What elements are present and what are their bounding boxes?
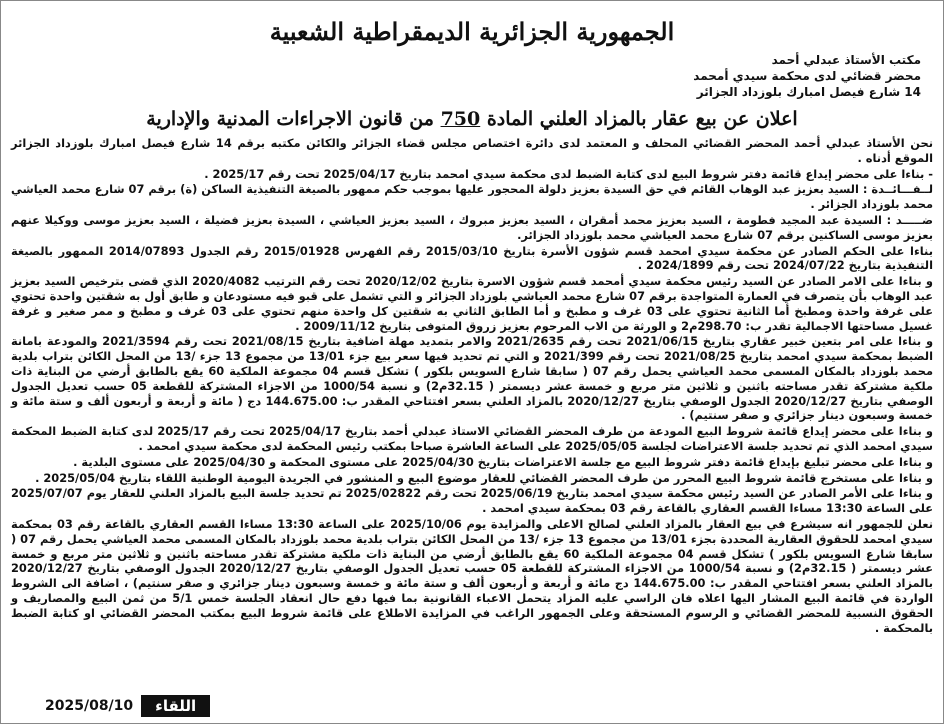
- paragraph-deposit: - بناءا على محضر إيداع قائمة دفتر شروط البيع لدى كتابة الضبط لدى محكمة سيدي امحمد بتاريخ 2025/04/17 تحت رقم 2025/17 .: [204, 166, 933, 181]
- paragraph-judgment: بناءا على الحكم الصادر عن محكمة سيدي امحمد قسم شؤون الأسرة بتاريخ 2015/03/10 رقم الفهرس 2015/01928 رقم الجدول 2014/07893 الممهور بالصيغة التنفيذية بتاريخ 2024/07/22 تحت رقم 2024/1899 .: [11, 243, 933, 273]
- office-name: مكتب الأستاذ عبدلي أحمد: [771, 53, 921, 67]
- notice-body: [1, 136, 943, 635]
- office-court: محضر قضائي لدى محكمة سيدي أمحمد: [693, 69, 921, 83]
- paragraph-sale-session-order: و بناءا على الأمر الصادر عن السيد رئيس محكمة سيدي امحمد بتاريخ 2025/06/19 تحت رقم 2025/02822 تم تحديد جلسة البيع بالمزاد العلني للعقار يوم 2025/07/07 على الساعة 13:30 مساءا القسم العقاري بالقاعة رقم 03 بمحكمة سيدي امحمد .: [11, 486, 934, 516]
- notice-article-number: 750: [440, 108, 481, 130]
- paragraph-notification: و بناءا على محضر تبليغ بإيداع قائمة دفتر شروط البيع مع جلسة الاعتراضات بتاريخ 2025/04/30 على مستوى المحكمة و 2025/04/30 على مستوى البلدية .: [73, 454, 933, 469]
- notice-title-start: اعلان عن بيع عقار بالمزاد العلني المادة: [480, 108, 798, 130]
- paragraph-objections-session: و بناءا على محضر إيداع قائمة شروط البيع المودعة من طرف المحضر القضائي الاستاذ عبدلي أحمد بتاريخ 2025/04/17 تحت رقم 2025/17 لدى كتابة الضبط المحكمة سيدي امحمد الذي تم تحديد جلسة الاعتراضات لجلسة 2025/05/05 على الساعة العاشرة صباحا بمكتب رئيس المحكمة لدى محكمة سيدي امحمد .: [11, 424, 934, 453]
- bailiff-office-block: [1, 52, 943, 100]
- paragraph-publication: و بناءا على مستخرج قائمة شروط البيع المحرر من طرف المحضر القضائي للعقار موضوع البيع و المنشور في الجريدة اليومية الوطنية اللقاء بتاريخ 2025/05/04 .: [35, 470, 933, 485]
- republic-title: الجمهورية الجزائرية الديمقراطية الشعبية: [269, 17, 675, 46]
- notice-title: [1, 108, 943, 130]
- publication-footer: [37, 695, 210, 717]
- paragraph-against: ضـــــد : السيدة عبد المجيد فطومة ، السيد بعزيز محمد أمقران ، السيد بعزيز مبروك ، السيد بعزيز العياشي ، السيدة بعزيز فضيلة ، السيد بعزيز موسى ووكيلا عنهم بعزيز موسى الساكنين برقم 07 شارع محمد العياشي محمد بلوزداد الجزائر.: [11, 212, 933, 242]
- paragraph-authorization-order: و بناءا على الامر الصادر عن السيد رئيس محكمة سيدي أمحمد قسم شؤون الاسرة بتاريخ 2020/12/02 تحت رقم الترتيب 2020/4082 الذي قضى بترخيص السيد بعزيز عبد الوهاب بأن يتصرف في العمارة المتواجدة برقم 07 شارع محمد العياشي بلوزداد الجزائر و التي تشمل على قبو فيه مستودعان و طابق أول به شقتين واحدة تحتوي على غرفة واحدة ومطبخ أما الثانية تحتوي على 03 غرف و مطبخ و أما الطابق الثاني به شقتين كل واحدة منهم تحتوي على 03 غرف و مطبخ و ممر صغير و غرفة غسيل مساحتها الاجمالية تقدر ب: 298.70م2 و الورثة من الاب المرحوم بعزيز زروق المتوفى بتاريخ 2009/11/12 .: [11, 274, 934, 333]
- newspaper-name: اللقاء: [141, 695, 210, 717]
- paragraph-beneficiary: لــفـــائــدة : السيد بعزيز عبد الوهاب القائم في حق السيدة بعزيز دلولة المحجور عليها بموجب حكم ممهور بالصيغة التنفيذية الساكن (ة) برقم 07 شارع محمد العياشي محمد بلوزداد الجزائر .: [11, 182, 933, 212]
- office-address: 14 شارع فيصل امبارك بلوزداد الجزائر: [696, 85, 921, 99]
- paragraph-intro: نحن الأستاذ عبدلي أحمد المحضر القضائي المحلف و المعتمد لدى دائرة اختصاص مجلس قضاء الجزائر والكائن مكتبه برقم 14 شارع فيصل امبارك بلوزداد الجزائر الموقع أدناه .: [11, 136, 933, 165]
- notice-title-end: من قانون الاجراءات المدنية والإدارية: [146, 108, 441, 130]
- paragraph-expert-order: و بناءا على امر بتعين خبير عقاري بتاريخ 2021/06/15 تحت رقم 2021/2635 والامر بتمديد مهلة اضافية بتاريخ 2021/08/15 تحت رقم 2021/3594 والمودعة بامانة الضبط بمحكمة سيدي امحمد بتاريخ 2021/08/25 تحت رقم 2021/399 و التي تم تحديد فيها سعر بيع جزء 13/01 من مجموع 13 جزء /13 من المحل الكائن بتراب بلدية محمد بلوزداد بالمكان المسمى محمد العياشي يحمل رقم 07 ( سابقا شارع السويس بلكور ) تشكل قسم 04 مجموعة الملكية 60 يقع بالطابق أرضي من البناية ذات ملكية مشتركة تقدر مساحته باثنين و ثلاثين متر مربع و خمسة عشر ديسمتر ( 32.15م2) و نسبة 1000/54 من الاجزاء المشتركة للقطعة 05 حسب تعديل الجدول الوصفي بتاريخ 2020/12/27 الجدول الوصفي بتاريخ 2020/12/27 بالمزاد العلني بسعر افتتاحي المقدر ب: 144.675.00 دج ( مائة و أربعة و أربعون ألف و ستة مائة و خمسة وسبعون دينار جزائري و صفر سنتيم) .: [11, 334, 934, 423]
- publication-date: 2025/08/10: [45, 698, 134, 714]
- paragraph-public-announcement: نعلن للجمهور انه سيشرع في بيع العقار بالمزاد العلني لصالح الاعلى والمزايدة يوم 2025/10/06 على الساعة 13:30 مساءا القسم العقاري بالقاعة رقم 03 بمحكمة سيدي امحمد للحقوق العقارية المحددة بجزء 13/01 من مجموع 13 جزء /13 من المحل الكائن بتراب بلدية محمد بلوزداد بالمكان المسمى محمد العياشي يحمل رقم 07 ( سابقا شارع السويس بلكور ) تشكل قسم 04 مجموعة الملكية 60 يقع بالطابق أرضي من البناية ذات ملكية مشتركة تقدر مساحته باثنين و ثلاثين متر مربع و خمسة عشر ديسمتر ( 32.15م2) و نسبة 1000/54 من الاجزاء المشتركة للقطعة 05 حسب تعديل الجدول الوصفي بتاريخ 2020/12/27 الجدول الوصفي بتاريخ 2020/12/27 بالمزاد العلني بسعر افتتاحي المقدر ب: 144.675.00 دج مائة و أربعة و أربعون ألف و ستة مائة و خمسة وسبعون دينار جزائري و صفر سنتيم) ، اضافة الى الشروط الواردة في قائمة البيع المشار اليها اعلاه فان الراسي عليه المزاد يتحمل الاعباء القانونية بما فيها دفع حال انعقاد الجلسة خمس 5/1 من ثمن البيع والمصاريف و الحقوق النسبية للمحضر القضائي و الرسوم المستحقة وعلى الجمهور الراغب في المزايدة الاطلاع على قائمة شروط البيع بمكتب المحضر القضائي او كتابة الضبط بالمحكمة .: [10, 516, 934, 635]
